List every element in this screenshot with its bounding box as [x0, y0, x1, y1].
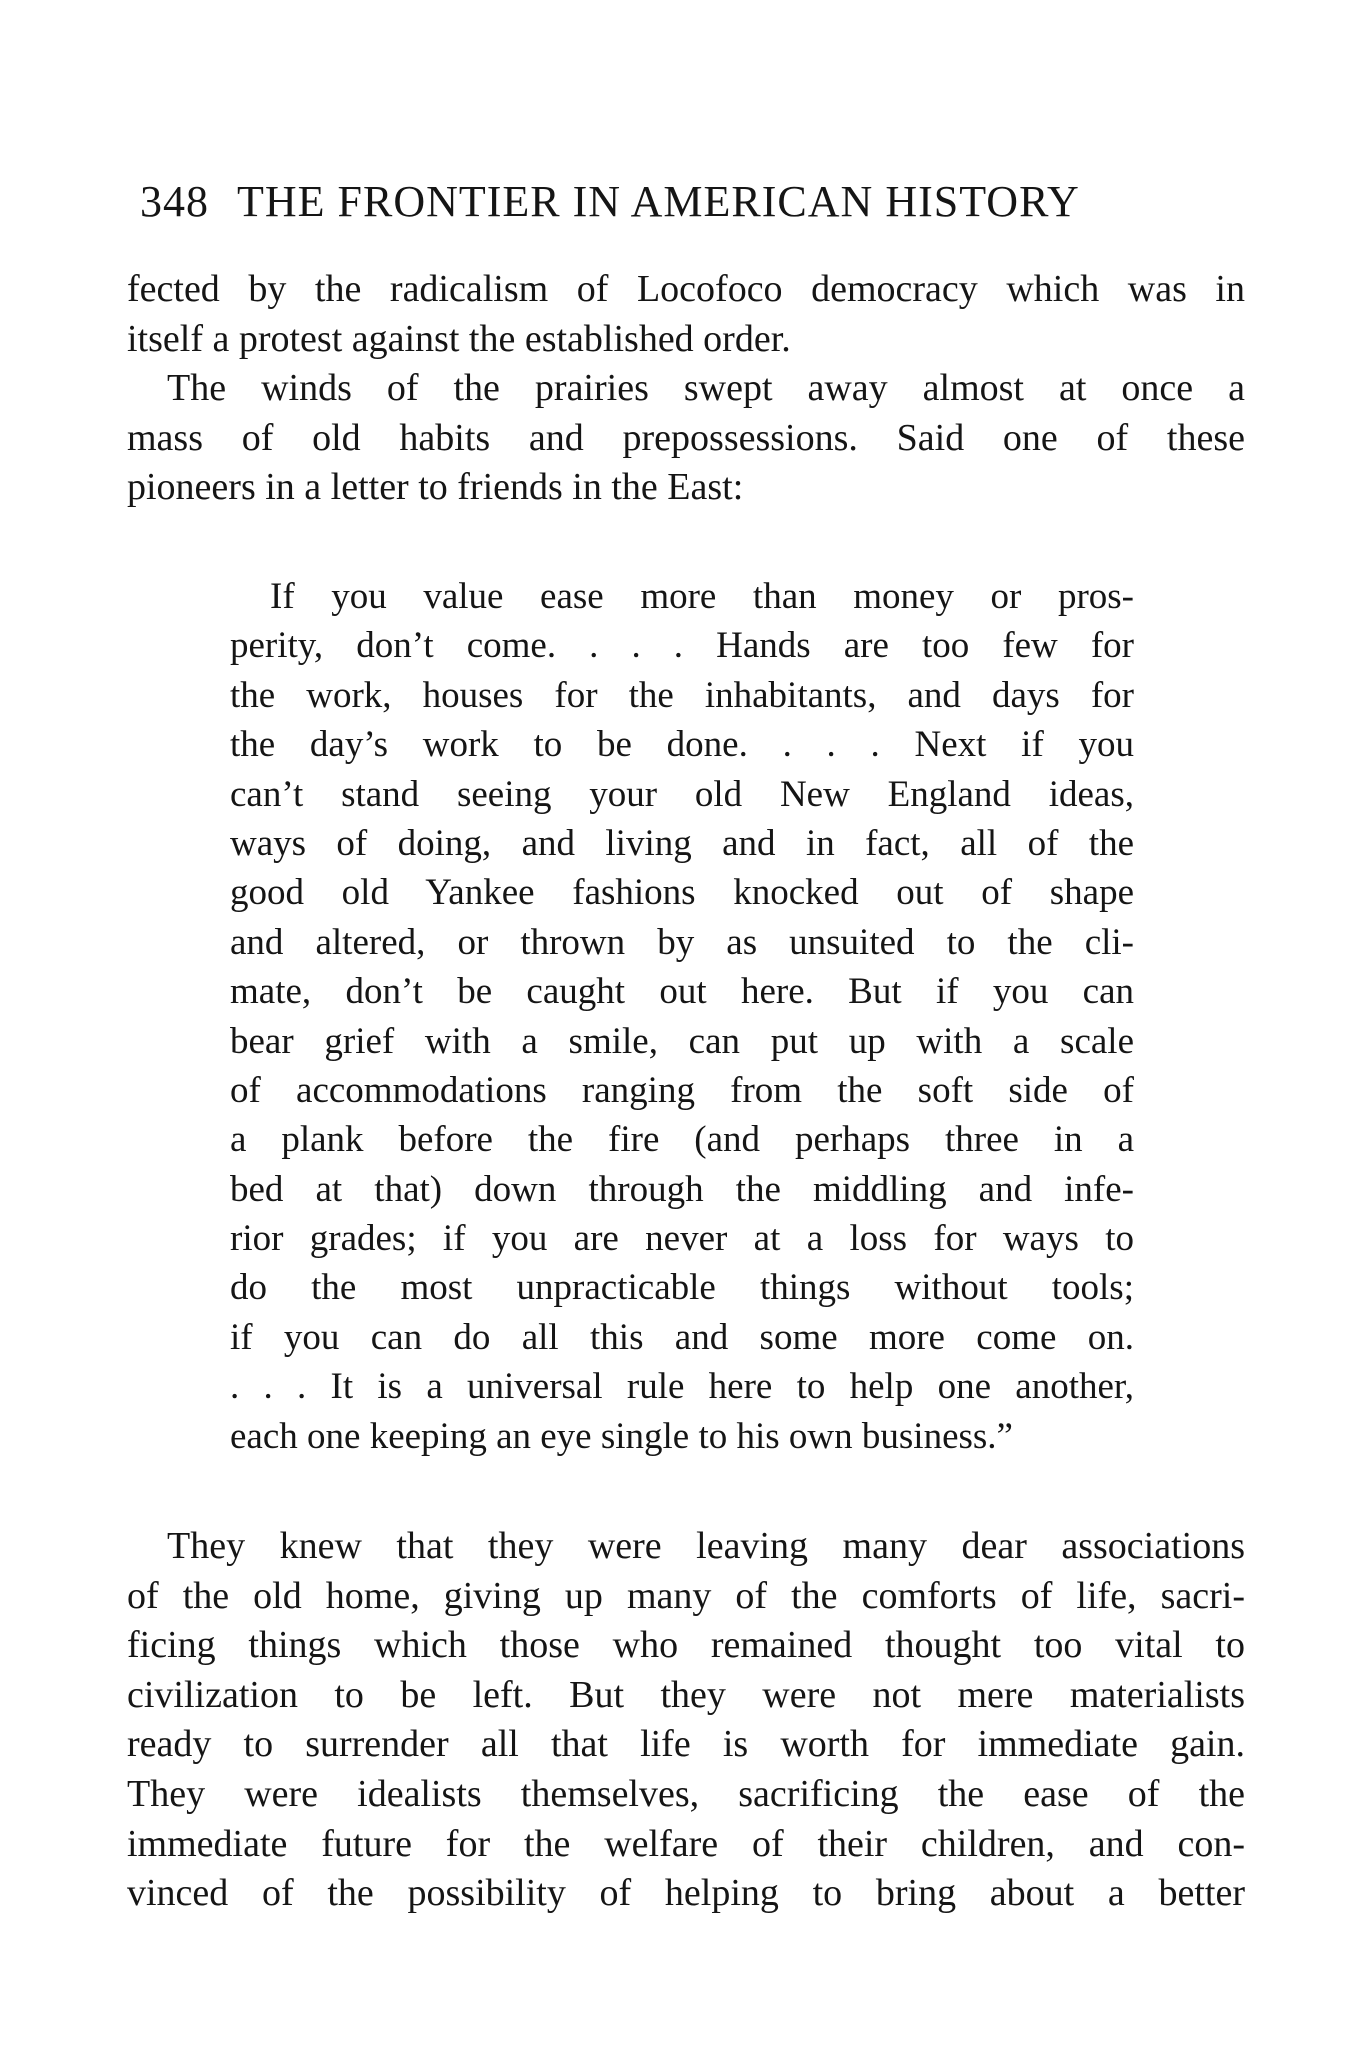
text-line: They were idealists themselves, sacrificing the ease of the: [127, 1772, 1245, 1815]
text-line: civilization to be left. But they were not mere materialists: [127, 1673, 1245, 1716]
text-line: of the old home, giving up many of the comforts of life, sacri-: [127, 1574, 1245, 1617]
text-line: They knew that they were leaving many dear associations: [167, 1525, 1245, 1567]
quote-line: the work, houses for the inhabitants, and days for: [230, 674, 1134, 716]
text-line: mass of old habits and prepossessions. Said one of these: [127, 416, 1245, 459]
text-line: The winds of the prairies swept away almost at once a: [167, 367, 1245, 410]
quote-line: if you can do all this and some more come on.: [230, 1316, 1134, 1358]
quote-line: perity, don’t come. . . . Hands are too few for: [230, 625, 1134, 667]
quote-line: If you value ease more than money or pros-: [270, 576, 1134, 617]
running-head: [140, 172, 1240, 232]
quote-line: bear grief with a smile, can put up with a scale: [230, 1020, 1134, 1062]
page-number: 348: [140, 177, 209, 226]
quote-line: and altered, or thrown by as unsuited to the cli-: [230, 921, 1134, 963]
paragraph-1: [127, 265, 1245, 513]
text-line: immediate future for the welfare of their children, and con-: [127, 1822, 1245, 1865]
text-line: pioneers in a letter to friends in the East:: [127, 466, 744, 509]
quote-line: mate, don’t be caught out here. But if you can: [230, 971, 1134, 1013]
text-line: itself a protest against the established order.: [127, 317, 791, 360]
quote-line: good old Yankee fashions knocked out of shape: [230, 872, 1134, 914]
text-line: vinced of the possibility of helping to bring about a better: [127, 1872, 1245, 1915]
text-line: ficing things which those who remained thought too vital to: [127, 1624, 1245, 1667]
quote-line: of accommodations ranging from the soft side of: [230, 1069, 1134, 1111]
quote-line: ways of doing, and living and in fact, all of the: [230, 822, 1134, 864]
running-title: THE FRONTIER IN AMERICAN HISTORY: [237, 177, 1080, 226]
text-line: ready to surrender all that life is worth for immediate gain.: [127, 1723, 1245, 1766]
quote-line: rior grades; if you are never at a loss for ways to: [230, 1218, 1134, 1260]
paragraph-2: [127, 1522, 1245, 1919]
quote-line: do the most unpracticable things without tools;: [230, 1267, 1134, 1309]
quote-line: can’t stand seeing your old New England ideas,: [230, 773, 1134, 815]
quote-line: bed at that) down through the middling and infe-: [230, 1168, 1134, 1210]
quote-line: the day’s work to be done. . . . Next if you: [230, 724, 1134, 766]
text-line: fected by the radicalism of Locofoco democracy which was in: [127, 268, 1245, 310]
block-quotation: [230, 572, 1134, 1461]
quote-line: . . . It is a universal rule here to help one another,: [230, 1366, 1134, 1408]
quote-line: a plank before the fire (and perhaps three in a: [230, 1119, 1134, 1161]
quote-line: each one keeping an eye single to his own business.”: [230, 1415, 1013, 1457]
